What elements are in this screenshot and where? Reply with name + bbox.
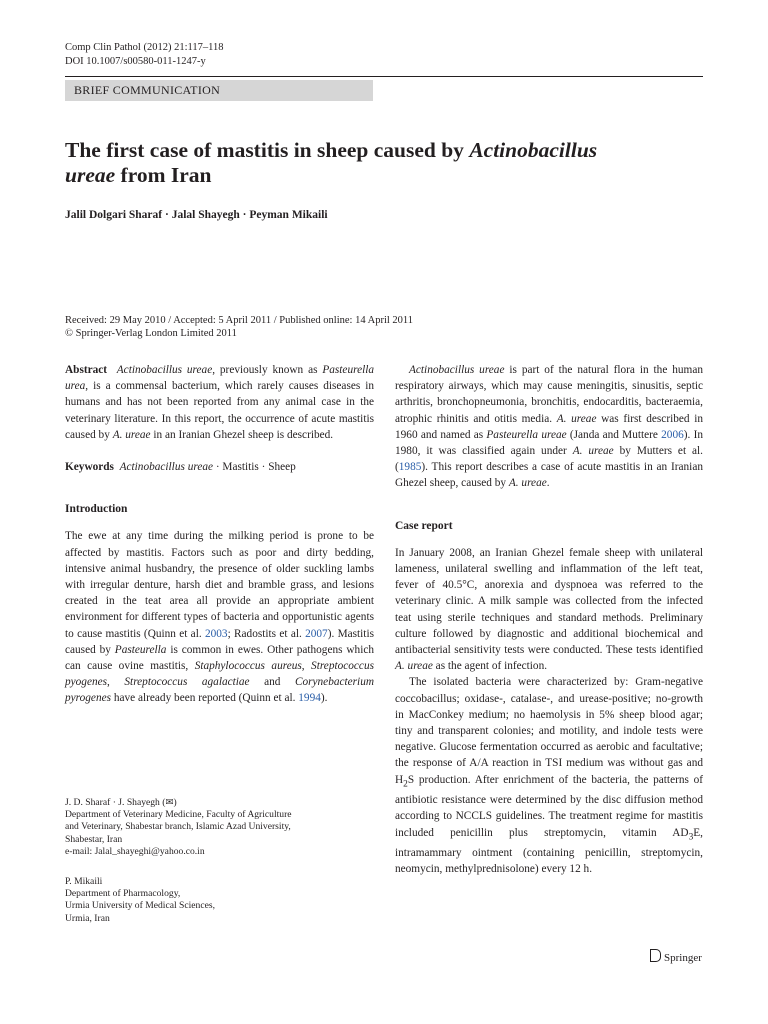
citation-link[interactable]: 1985 xyxy=(398,461,422,474)
citation-link[interactable]: 2007 xyxy=(305,627,328,640)
abstract: Abstract Actinobacillus ureae, previously known as Pasteurella urea, is a commensal bacterium, which rarely causes diseases in humans and has not been reported from any animal case in the veterinary literature. In this report, the occurrence of acute mastitis caused by A. ureae in an Iranian Ghezel sheep is described. xyxy=(65,364,375,441)
affiliation-2: P. Mikaili Department of Pharmacology, Urmia University of Medical Sciences, Urmia, Iran xyxy=(65,876,215,924)
intro-continued-paragraph: Actinobacillus ureae is part of the natural flora in the human respiratory airways, which may cause meningitis, sinusitis, septic arthritis, bronchopneumonia, bronchitis, endocarditis, bacteraemia, atrophic rhinitis and otitis media. A. ureae was first described in 1960 and named as Pasteurella ureae (Janda and Muttere 2006). In 1980, it was classified again under A. ureae by Mutters et al. (1985). This report describes a case of acute mastitis in an Iranian Ghezel sheep, caused by A. ureae. xyxy=(395,364,703,490)
copyright-line: © Springer-Verlag London Limited 2011 xyxy=(65,328,237,339)
left-column xyxy=(65,362,374,707)
section-label: BRIEF COMMUNICATION xyxy=(74,83,221,97)
introduction-paragraph: The ewe at any time during the milking period is prone to be affected by mastitis. Factors such as poor and dirty bedding, intensive animal husbandry, the presence of older suckling lambs with irregular denture, harsh diet and bramble grass, and lesions created in the teat area all provide an appropriate ambient environment for different types of bacteria and opportunistic agents to cause mastitis (Quinn et al. 2003; Radostits et al. 2007). Mastitis caused by Pasteurella is common in ewes. Other pathogens which can cause ovine mastitis, Staphylococcus aureus, Streptococcus pyogenes, Streptococcus agalactiae and Corynebacterium pyrogenes have already been reported (Quinn et al. 1994). xyxy=(65,530,374,705)
right-column xyxy=(395,362,703,877)
publisher-name: Springer xyxy=(664,952,702,964)
publisher-mark xyxy=(650,949,702,964)
case-report-paragraph-2: The isolated bacteria were characterized by: Gram-negative coccobacillus; oxidase-, catalase-, and urease-positive; no-growth in MacConkey medium; no haemolysis in 5% sheep blood agar; tiny and transparent colonies; and motility, and indole tests were negative. Glucose fermentation occurred as aerobic and facultative; the response of A/A reaction in TSI medium was without gas and $H_2S$ production. After enrichment of the bacteria, the patterns of antibiotic resistance were determined by the disc diffusion method according to NCCLS guidelines. The treatment regime for mastitis included penicillin plus streptomycin, vitamin $AD_3E$, intramammary ointment (containing penicillin, streptomycin, neomycin, methylprednisolone) every 12 h. xyxy=(395,676,703,876)
keywords: Keywords Actinobacillus ureae · Mastitis · Sheep xyxy=(65,461,296,474)
article-title: The first case of mastitis in sheep caused by Actinobacillus ureae from Iran xyxy=(65,138,598,187)
publication-dates xyxy=(65,314,413,340)
author-email[interactable]: e-mail: Jalal_shayeghi@yahoo.co.in xyxy=(65,845,205,857)
case-report-heading: Case report xyxy=(395,519,453,532)
doi: DOI 10.1007/s00580-011-1247-y xyxy=(65,56,206,67)
header-rule xyxy=(65,76,703,77)
author-list: Jalil Dolgari Sharaf · Jalal Shayegh · Peyman Mikaili xyxy=(65,209,328,221)
springer-horse-icon xyxy=(650,949,661,962)
received-line: Received: 29 May 2010 / Accepted: 5 April 2011 / Published online: 14 April 2011 xyxy=(65,315,414,326)
introduction-heading: Introduction xyxy=(65,503,128,516)
citation-link[interactable]: 2006 xyxy=(661,428,684,441)
citation-link[interactable]: 1994 xyxy=(298,692,321,705)
citation-link[interactable]: 2003 xyxy=(204,627,228,640)
affiliation-1: J. D. Sharaf · J. Shayegh (✉) Department of Veterinary Medicine, Faculty of Agriculture and Veterinary, Shabestar branch, Islamic Azad University, Shabestar, Iran e-mail: Jalal_shayeghi@yahoo.co.in xyxy=(65,797,292,857)
case-report-paragraph-1: In January 2008, an Iranian Ghezel female sheep with unilateral lameness, unilateral swelling and inflammation of the left teat, fever of 40.5°C, anorexia and dyspnoea was referred to the veterinary clinic. A milk sample was collected from the infected teat using sterile techniques and standard methods. Preliminary culture followed by diagnostic and additional biochemical and antibacterial sensitivity tests were conducted. These tests identified A. ureae as the agent of infection. xyxy=(395,546,703,673)
journal-citation: Comp Clin Pathol (2012) 21:117–118 xyxy=(65,42,224,53)
